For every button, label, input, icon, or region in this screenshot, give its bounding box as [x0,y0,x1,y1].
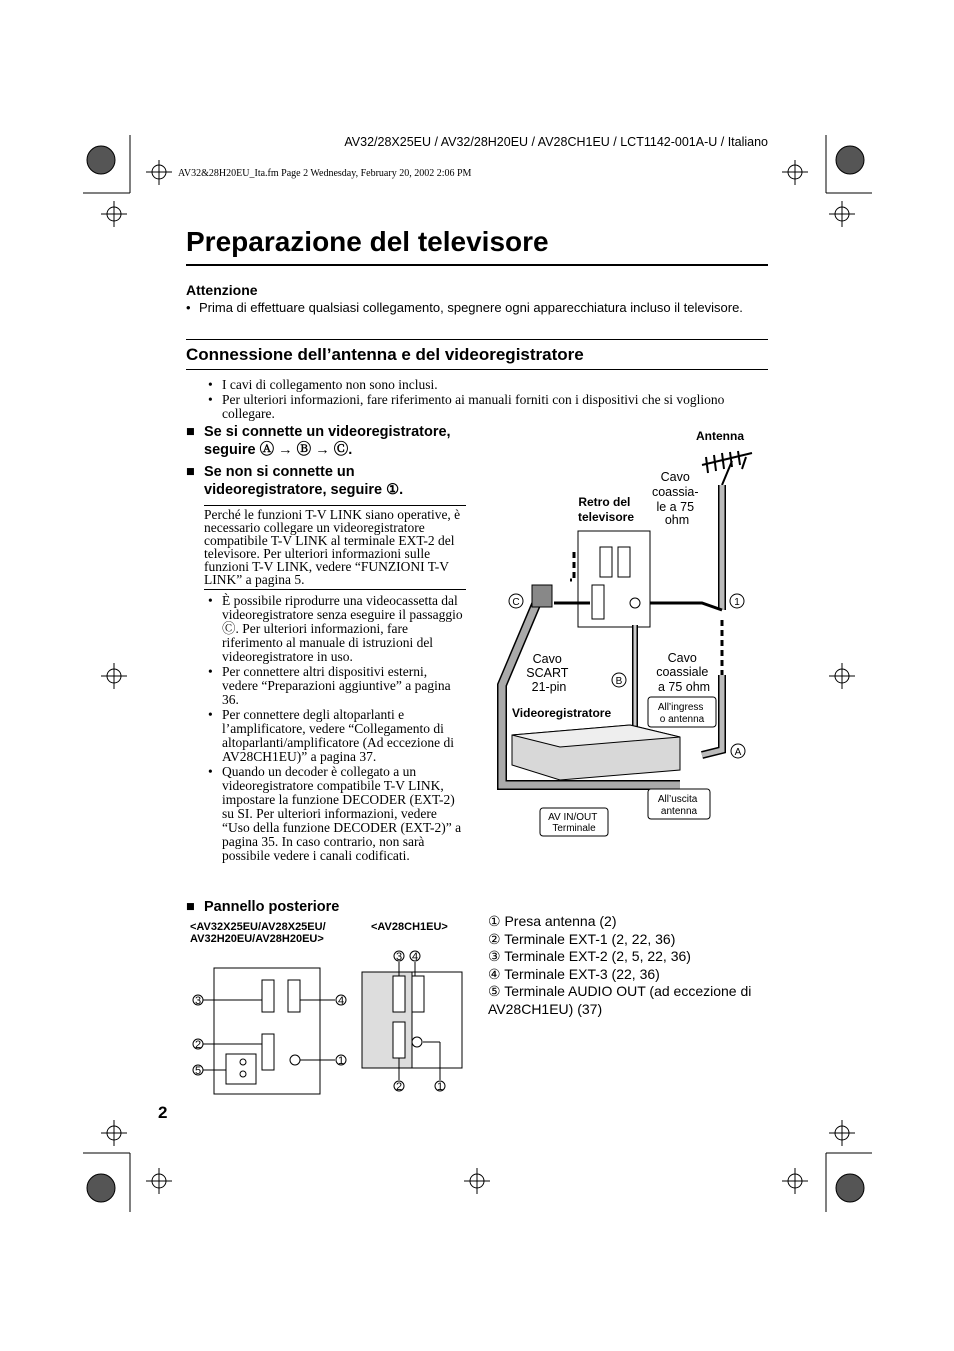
page-title: Preparazione del televisore [186,226,549,257]
svg-text:1: 1 [734,597,740,608]
antenna-label: Antenna [696,429,744,443]
file-info: AV32&28H20EU_Ita.fm Page 2 Wednesday, February 20, 2002 2:06 PM [178,168,472,179]
vcr-label: Videoregistratore [512,706,612,720]
list-item: • Per connettere degli altoparlanti e l’amplificatore, vedere “Collegamento di altoparlanti/amplificatore (Ad eccezione di AV28CH1EU)” a pagina 37. [208,708,464,764]
list-item: ③ Terminale EXT-2 (2, 5, 22, 36) [488,948,691,964]
section-heading: Connessione dell’antenna e del videoregistratore [186,345,584,364]
title-rule [186,264,768,266]
notes-list [208,594,464,864]
svg-text:4: 4 [411,951,419,963]
attention-heading: Attenzione [186,282,258,298]
list-item: • È possibile riprodurre una videocassetta dal videoregistratore senza eseguire il passaggio Ⓒ. Per ulteriori informazioni, fare riferimento al manuale di istruzioni del videoregistratore in uso. [208,594,464,664]
registration-target-icon [836,1174,864,1202]
svg-text:AV IN/OUT Terminale: AV IN/OUT Terminale [548,812,598,834]
svg-text:1: 1 [436,1081,444,1093]
svg-text:A: A [734,747,742,758]
terminal-legend [488,913,773,1018]
svg-text:2: 2 [194,1039,202,1051]
antenna-icon [702,451,752,485]
svg-text:Cavo coassia- le a 75: Cavo coassia- le a 75 ohm [651,470,699,527]
svg-text:3: 3 [194,995,202,1007]
intro-bullets [208,378,768,422]
section-rule-bottom [186,369,768,370]
svg-text:Cavo SCART 21-pin: Cavo SCART 21-pin [526,652,569,694]
page-number: 2 [158,1103,168,1122]
svg-text:All’uscita antenna: All’uscita antenna [657,794,698,817]
svg-text:Retro del televisore: Retro del televisore [577,495,635,524]
list-item: • Per ulteriori informazioni, fare riferimento ai manuali forniti con i dispositivi che si vogliono collegare. [208,393,768,421]
step-with-vcr: ■ Se si connette un videoregistratore, seguire Ⓐ → Ⓑ → Ⓒ. [186,424,451,458]
svg-text:2: 2 [395,1081,403,1093]
rear-panel-diagrams [188,948,478,1098]
svg-text:B: B [615,676,623,687]
svg-text:5: 5 [194,1065,202,1077]
tv-link-note: Perché le funzioni T-V LINK siano operative, è necessario collegare un videoregistratore compatibile T-V LINK al terminale EXT-2 del televisore. Per ulteriori informazioni sulle funzioni T-V LINK, vedere “FUNZIONI T-V LINK” a pagina 5. [204,507,461,587]
registration-target-icon [87,146,115,174]
registration-target-icon [87,1174,115,1202]
model-group-b: <AV28CH1EU> [371,921,448,933]
list-item: ② Terminale EXT-1 (2, 22, 36) [488,930,676,947]
list-item: • I cavi di collegamento non sono inclusi. [208,378,768,392]
svg-text:C: C [512,597,520,608]
list-item: • Per connettere altri dispositivi esterni, vedere “Preparazioni aggiuntive” a pagina 36. [208,665,464,707]
list-item: ④ Terminale EXT-3 (22, 36) [488,965,660,982]
list-item: ① Presa antenna (2) [488,913,617,929]
svg-text:All’ingress o antenna: All’ingress o antenna [657,702,705,725]
connection-diagram [480,425,770,845]
model-group-a: <AV32X25EU/AV28X25EU/ AV32H20EU/AV28H20EU> [190,921,326,945]
registration-target-icon [836,146,864,174]
step-without-vcr: ■ Se non si connette un videoregistratore, seguire ①. [186,464,404,498]
model-header: AV32/28X25EU / AV32/28H20EU / AV28CH1EU / LCT1142-001A-U / Italiano [344,135,768,149]
attention-text: • Prima di effettuare qualsiasi collegamento, spegnere ogni apparecchiatura incluso il televisore. [186,300,743,315]
svg-text:1: 1 [337,1055,345,1067]
list-item: ⑤ Terminale AUDIO OUT (ad eccezione di AV28CH1EU) (37) [488,983,752,1017]
svg-text:4: 4 [337,995,345,1007]
list-item: • Quando un decoder è collegato a un videoregistratore compatibile T-V LINK, impostare la funzione DECODER (EXT-2) su SI. Per ulteriori informazioni, vedere “Uso della funzione DECODER (EXT-2)” a pagina 35. In caso contrario, non sarà possibile vedere i canali codificati. [208,765,464,863]
svg-text:Cavo coassiale a 75 oh: Cavo coassiale a 75 ohm [656,651,711,694]
svg-text:3: 3 [395,951,403,963]
rear-panel-heading: ■ Pannello posteriore [186,899,340,915]
section-rule-top [186,339,768,340]
